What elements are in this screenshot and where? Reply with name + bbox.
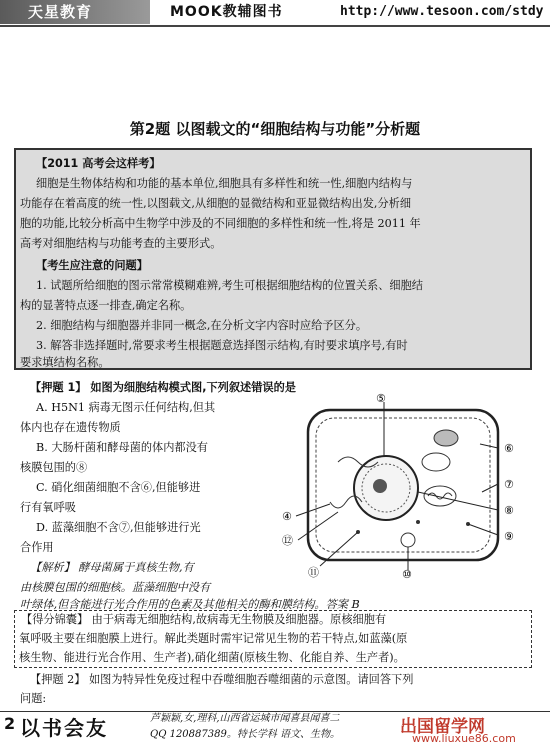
q1-option: 体内也存在遗传物质 — [20, 421, 121, 434]
q1-stem: 【押题 1】 如图为细胞结构模式图,下列叙述错误的是 — [30, 381, 296, 394]
q1-option: D. 蓝藻细胞不含⑦,但能够进行光 — [36, 521, 201, 534]
golgi — [422, 453, 450, 471]
header-divider — [0, 25, 550, 27]
q1-option: A. H5N1 病毒无图示任何结构,但其 — [36, 401, 216, 414]
diagram-label: ⑨ — [504, 530, 514, 543]
chloroplast — [434, 430, 458, 446]
intro-box — [14, 148, 532, 370]
author-contact: QQ 120887389。特长学科 语文、生物。 — [150, 729, 341, 740]
exam-line: 胞的功能,比较分析高中生物学中涉及的不同细胞的多样性和统一性,将是 2011 年 — [20, 217, 421, 230]
diagram-label: ⑥ — [504, 442, 514, 455]
section-title: 第2题 以图载文的“细胞结构与功能”分析题 — [129, 120, 421, 138]
page-number: 2 — [4, 714, 16, 733]
q1-analysis: 叶绿体,但含能进行光合作用的色素及其他相关的酶和膜结构。答案 B — [20, 598, 360, 611]
attention-line: 1. 试题所给细胞的图示常常模糊难辨,考生可根据细胞结构的位置关系、细胞结 — [36, 279, 423, 292]
q1-analysis: 【解析】 酵母菌属于真核生物,有 — [30, 561, 194, 574]
page-header — [0, 0, 550, 24]
diagram-label: ⑦ — [504, 478, 514, 491]
tips-line: 氧呼吸主要在细胞膜上进行。解此类题时需牢记常见生物的若干特点,如蓝藻(原 — [19, 632, 408, 645]
diagram-label: ⑪ — [308, 566, 319, 579]
attention-line: 3. 解答非选择题时,常要求考生根据题意选择图示结构,有时要求填序号,有时 — [36, 339, 408, 352]
q1-option: B. 大肠杆菌和酵母菌的体内都没有 — [36, 441, 208, 454]
tips-line: 核生物、能进行光合作用、生产者),硝化细菌(原核生物、化能自养、生产者)。 — [19, 651, 405, 664]
watermark-logo: 出国留学网 — [400, 717, 485, 737]
q2-stem: 问题: — [20, 692, 47, 705]
watermark-url[interactable]: www.liuxue86.com — [412, 732, 516, 745]
q1-option: 合作用 — [20, 541, 54, 554]
series-title: 以书会友 — [20, 716, 108, 740]
q1-option: 核膜包围的⑧ — [20, 461, 88, 474]
diagram-label: ⑫ — [282, 534, 293, 547]
tips-line: 【得分锦囊】 由于病毒无细胞结构,故病毒无生物膜及细胞器。原核细胞有 — [21, 613, 387, 626]
cell-structure-diagram — [268, 392, 520, 580]
brand-label: 天星教育 — [0, 0, 150, 24]
attention-heading: 【考生应注意的问题】 — [36, 259, 148, 272]
author-info: 芦颖颖,女,理科,山西省运城市闻喜县闻喜二 — [150, 713, 340, 724]
diagram-label: ④ — [282, 510, 292, 523]
exam-line: 细胞是生物体结构和功能的基本单位,细胞具有多样性和统一性,细胞内结构与 — [36, 177, 413, 190]
exam-line: 功能存在着高度的统一性,以图载文,从细胞的显微结构和亚显微结构出发,分析细 — [20, 197, 412, 210]
diagram-label: ⑤ — [376, 392, 386, 405]
attention-line: 2. 细胞结构与细胞器并非同一概念,在分析文字内容时应给予区分。 — [36, 319, 368, 332]
q1-analysis: 由核膜包围的细胞核。蓝藻细胞中没有 — [20, 581, 211, 594]
nucleolus — [373, 479, 387, 493]
diagram-label: ⑧ — [504, 504, 514, 517]
attention-line: 要求填结构名称。 — [20, 356, 110, 369]
q2-stem: 【押题 2】 如图为特异性免疫过程中吞噬细胞吞噬细菌的示意图。请回答下列 — [30, 673, 414, 686]
exam-line: 高考对细胞结构与功能考查的主要形式。 — [20, 237, 222, 250]
q1-option: C. 硝化细菌细胞不含⑥,但能够进 — [36, 481, 201, 494]
header-url[interactable]: http://www.tesoon.com/stdy — [340, 4, 544, 19]
tips-box — [14, 610, 532, 668]
publisher-label: MOOK教辅图书 — [170, 4, 283, 20]
diagram-label: ⑩ — [402, 568, 412, 580]
attention-line: 构的显著特点逐一排查,确定名称。 — [20, 299, 192, 312]
mitochondrion — [424, 486, 456, 506]
exam-heading: 【2011 高考会这样考】 — [36, 157, 161, 170]
q1-option: 行有氧呼吸 — [20, 501, 76, 514]
